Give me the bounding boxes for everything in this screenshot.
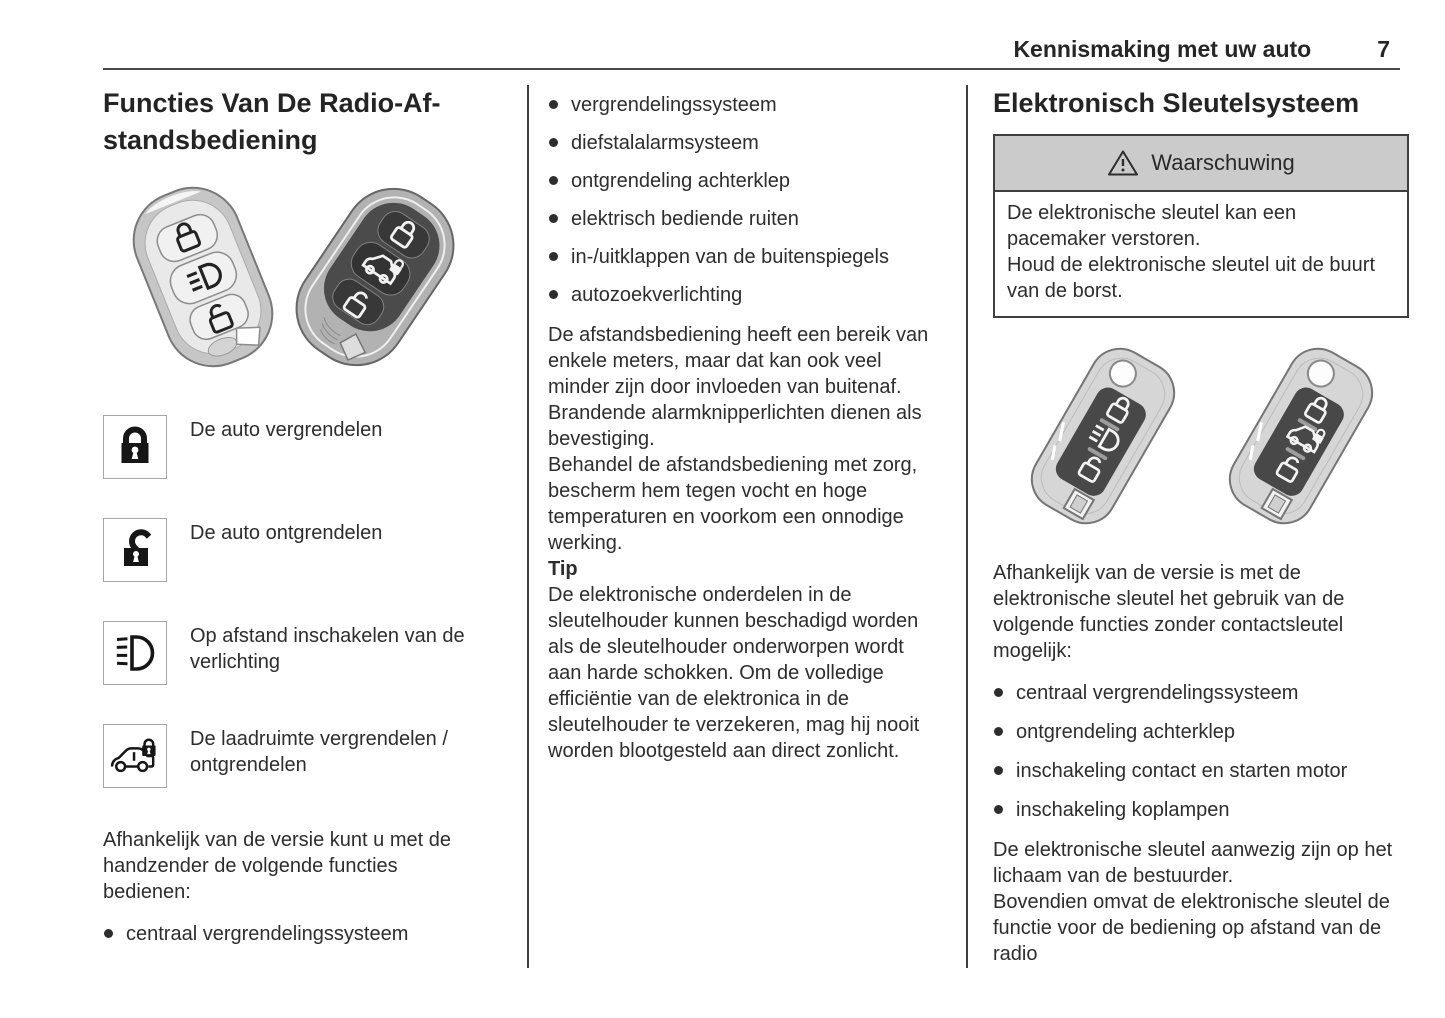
headlight-icon (103, 621, 167, 685)
lock-closed-icon (103, 415, 167, 479)
bullet-icon (104, 929, 113, 938)
bullet-text: ontgrendeling achterklep (571, 170, 791, 192)
warning-header (995, 136, 1407, 192)
function-label: De auto ontgrendelen (190, 522, 383, 544)
section-title-remote-functions (103, 85, 485, 159)
middle-paragraphs (548, 322, 940, 764)
warning-text: Houd de elektronische sleutel uit de buurt van de borst. (1007, 254, 1376, 302)
bullet-icon (994, 727, 1003, 736)
bullet-text: vergrendelingssysteem (571, 94, 777, 116)
tip-heading: Tip (548, 558, 578, 580)
column-divider-left (527, 85, 529, 968)
bullet-text: diefstalalarmsysteem (571, 132, 759, 154)
warning-triangle-icon (1107, 149, 1139, 177)
warning-text: De elektronische sleutel kan een pacemaker verstoren. (1007, 202, 1297, 250)
function-label: Op afstand inschakelen van de verlichting (190, 625, 465, 673)
bullet-icon (994, 805, 1003, 814)
title-line-2: standsbediening (103, 125, 318, 155)
title-line-1: Functies Van De Radio-Af- (103, 88, 441, 118)
left-intro-paragraph: Afhankelijk van de versie kunt u met de handzender de volgende functies bedienen: (103, 829, 451, 903)
middle-bullet-list (548, 92, 940, 308)
bullet-icon (994, 766, 1003, 775)
middle-column (548, 85, 940, 764)
tip-paragraph: De elektronische onderdelen in de sleutelhouder kunnen beschadigd worden als de sleutelhouder onderworpen wordt aan harde schokken. Om de volledige efficiëntie van de elektronica in de sleutelhouder te verzekeren, mag hij nooit worden blootgesteld aan direct zonlicht. (548, 584, 920, 762)
paragraph: Behandel de afstandsbediening met zorg, bescherm hem tegen vocht en hoge temperaturen en voorkom een onnodige werking. (548, 454, 918, 554)
lock-open-icon (103, 518, 167, 582)
paragraph: De elektronische sleutel aanwezig zijn op het lichaam van de bestuurder. (993, 839, 1393, 887)
list-item (993, 680, 1409, 706)
right-intro-paragraph: Afhankelijk van de versie is met de elektronische sleutel het gebruik van de volgende functies zonder contactsleutel mogelijk: (993, 562, 1345, 662)
remote-keys-illustration (103, 179, 485, 381)
list-item (103, 921, 485, 947)
function-label: De auto vergrendelen (190, 419, 383, 441)
paragraph: De afstandsbediening heeft een bereik van enkele meters, maar dat kan ook veel minder zijn door invloeden van buitenaf. (548, 324, 929, 398)
tailgate-lock-icon (103, 724, 167, 788)
bullet-text: ontgrendeling achterklep (1016, 721, 1236, 743)
left-column (103, 85, 485, 959)
page-header (103, 0, 1400, 70)
bullet-icon (994, 688, 1003, 697)
function-row (103, 518, 485, 582)
function-row (103, 724, 485, 788)
bullet-text: inschakeling koplampen (1016, 799, 1230, 821)
header-title: Kennismaking met uw auto (1013, 36, 1312, 62)
paragraph: Brandende alarmknipperlichten dienen als bevestiging. (548, 402, 922, 450)
bullet-text: elektrisch bediende ruiten (571, 208, 799, 230)
list-item (548, 206, 940, 232)
warning-title: Waarschuwing (1151, 150, 1295, 175)
warning-box (993, 134, 1409, 318)
electronic-keys-image (999, 344, 1409, 529)
function-label: De laadruimte vergrendelen / ontgrendelen (190, 728, 448, 776)
list-item (993, 797, 1409, 823)
bullet-text: in-/uitklappen van de buitenspiegels (571, 246, 889, 268)
bullet-text: inschakeling contact en starten motor (1016, 760, 1348, 782)
right-outro-paragraphs (993, 837, 1409, 967)
paragraph: Bovendien omvat de elektronische sleutel de functie voor de bediening op afstand van de radio (993, 891, 1390, 965)
column-divider-right (966, 85, 968, 968)
section-title-electronic-key: Elektronisch Sleutelsysteem (993, 88, 1360, 118)
remote-function-list (103, 415, 485, 788)
right-bullet-list (993, 680, 1409, 823)
list-item (548, 168, 940, 194)
list-item (993, 758, 1409, 784)
function-row (103, 621, 485, 685)
electronic-keys-illustration (999, 344, 1409, 536)
function-row (103, 415, 485, 479)
bullet-text: autozoekverlichting (571, 284, 743, 306)
page-number: 7 (1377, 36, 1390, 62)
bullet-text: centraal vergrendelingssysteem (1016, 682, 1299, 704)
warning-body (995, 192, 1407, 316)
bullet-icon (549, 176, 558, 185)
right-column (993, 85, 1409, 967)
remote-keys-image (103, 179, 483, 374)
bullet-icon (549, 252, 558, 261)
bullet-text: centraal vergrendelingssysteem (126, 923, 409, 945)
list-item (548, 244, 940, 270)
list-item (548, 282, 940, 308)
list-item (548, 92, 940, 118)
left-bullet-list (103, 921, 485, 947)
list-item (548, 130, 940, 156)
list-item (993, 719, 1409, 745)
bullet-icon (549, 214, 558, 223)
bullet-icon (549, 290, 558, 299)
bullet-icon (549, 138, 558, 147)
bullet-icon (549, 100, 558, 109)
